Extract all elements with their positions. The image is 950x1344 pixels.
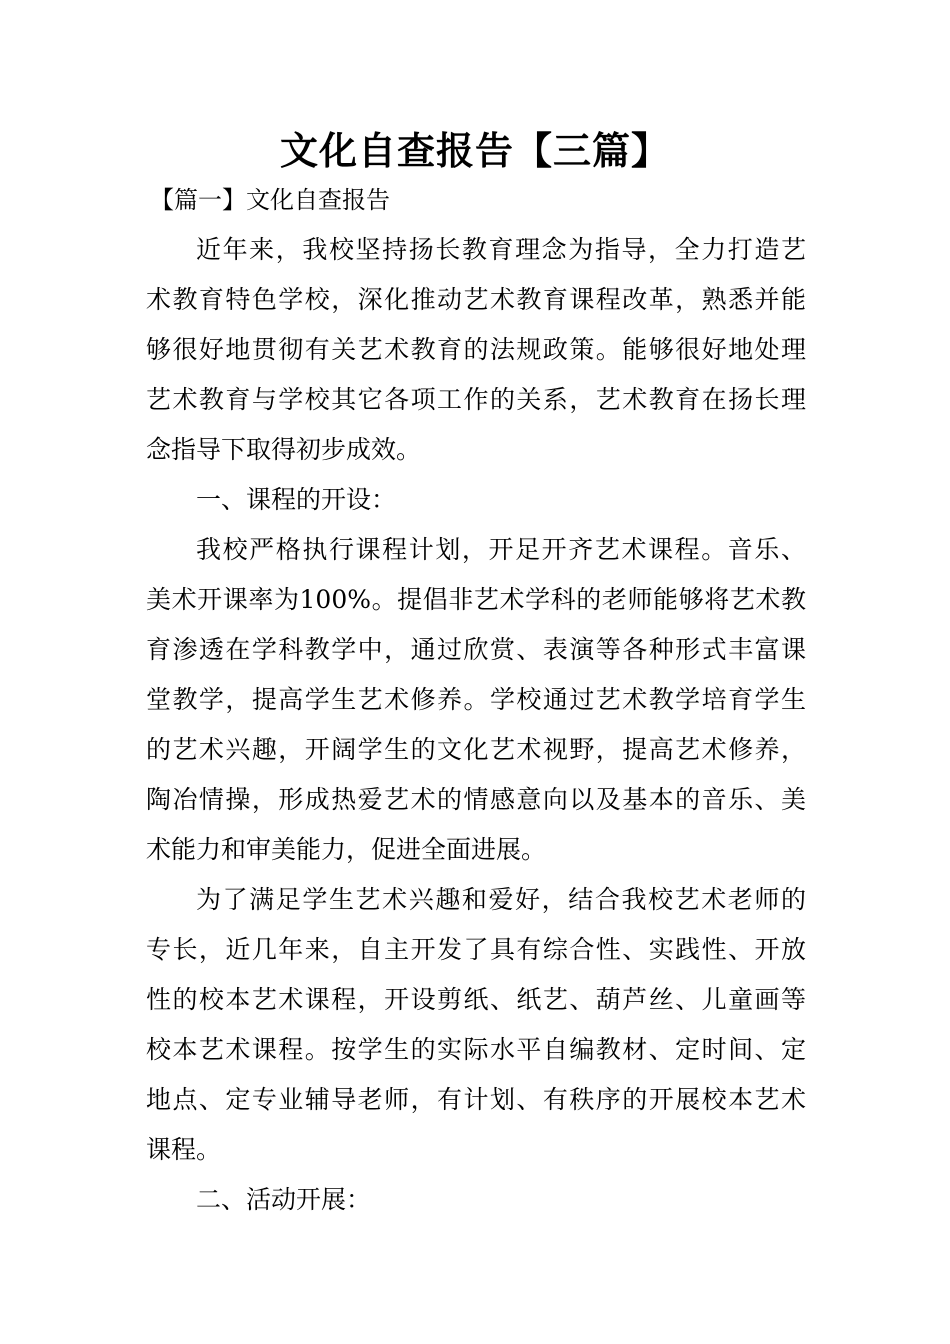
paragraph-line: 育渗透在学科教学中，通过欣赏、表演等各种形式丰富课 (146, 635, 806, 664)
paragraph-line: 专长，近几年来，自主开发了具有综合性、实践性、开放 (146, 935, 806, 964)
section-heading-part-one: 【篇一】文化自查报告 (150, 186, 390, 214)
paragraph-line: 堂教学，提高学生艺术修养。学校通过艺术教学培育学生 (146, 685, 806, 714)
paragraph-line: 地点、定专业辅导老师，有计划、有秩序的开展校本艺术 (146, 1085, 806, 1114)
paragraph-line: 美术开课率为100%。提倡非艺术学科的老师能够将艺术教 (146, 585, 806, 614)
section-heading-courses: 一、课程的开设： (196, 485, 397, 514)
document-title: 文化自查报告【三篇】 (279, 128, 670, 173)
paragraph-line: 艺术教育与学校其它各项工作的关系，艺术教育在扬长理 (146, 385, 806, 414)
paragraph-line: 念指导下取得初步成效。 (146, 435, 422, 464)
paragraph-line: 校本艺术课程。按学生的实际水平自编教材、定时间、定 (146, 1035, 806, 1064)
section-heading-activities: 二、活动开展： (196, 1185, 372, 1214)
paragraph-line: 术教育特色学校，深化推动艺术教育课程改革，熟悉并能 (146, 285, 806, 314)
paragraph-line: 课程。 (146, 1135, 222, 1164)
paragraph-line: 的艺术兴趣，开阔学生的文化艺术视野，提高艺术修养， (146, 735, 806, 764)
paragraph-line: 为了满足学生艺术兴趣和爱好，结合我校艺术老师的 (196, 885, 806, 914)
paragraph-line: 术能力和审美能力，促进全面进展。 (146, 835, 547, 864)
paragraph-line: 够很好地贯彻有关艺术教育的法规政策。能够很好地处理 (146, 335, 806, 364)
paragraph-line: 性的校本艺术课程，开设剪纸、纸艺、葫芦丝、儿童画等 (146, 985, 806, 1014)
paragraph-line: 近年来，我校坚持扬长教育理念为指导，全力打造艺 (196, 235, 806, 264)
paragraph-line: 我校严格执行课程计划，开足开齐艺术课程。音乐、 (196, 535, 806, 564)
paragraph-line: 陶冶情操，形成热爱艺术的情感意向以及基本的音乐、美 (146, 785, 806, 814)
